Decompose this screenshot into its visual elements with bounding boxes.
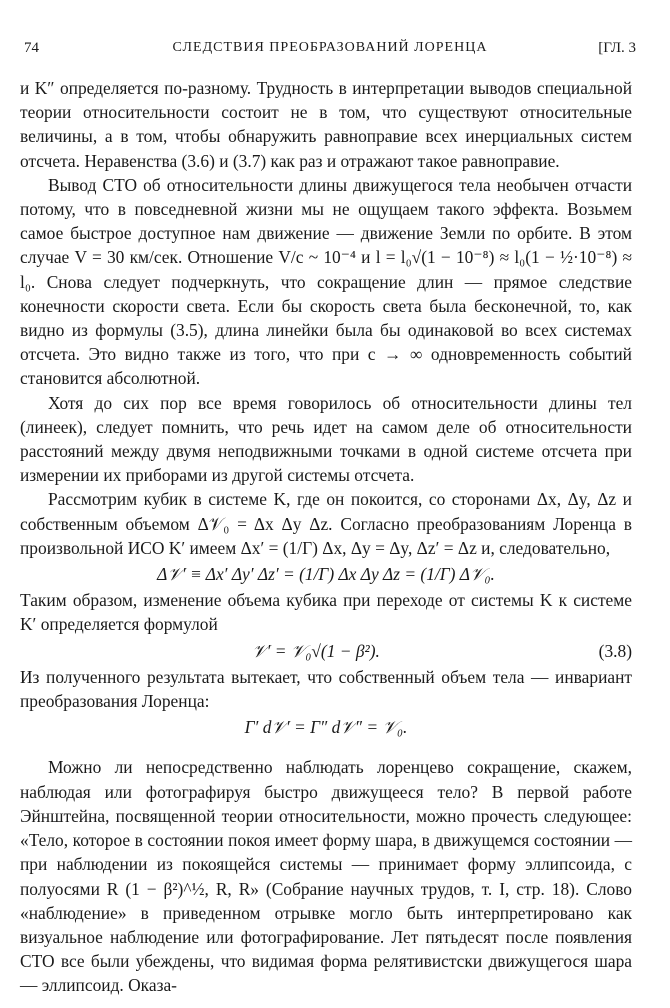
paragraph-1: и K″ определяется по-разному. Трудность в интерпретации выводов специальной теории относительности состоит не в том, что существуют относительные величины, а в том, чтобы обнаружить равноправие всех инерциальных систем отсчета. Неравенства (3.6) и (3.7) как раз и отражают такое равноправие. <box>20 78 632 171</box>
formula-volume-transform: Δ𝒱′ ≡ Δx′ Δy′ Δz′ = (1/Γ) Δx Δy Δz = (1/Γ) Δ𝒱₀. <box>157 564 495 585</box>
paragraph-4: Рассмотрим кубик в системе K, где он покоится, со сторонами Δx, Δy, Δz и собственным объемом Δ𝒱₀ = Δx Δy Δz. Согласно преобразованиям Лоренца в произвольной ИСО K′ имеем Δx′ = (1/Γ) Δx, Δy = Δy, Δz′ = Δz и, следовательно, <box>20 489 632 558</box>
formula-invariant: Γ′ d𝒱′ = Γ″ d𝒱″ = 𝒱₀. <box>244 717 408 738</box>
formula-3-8-number: (3.8) <box>598 640 632 661</box>
paragraph-7: Можно ли непосредственно наблюдать лоренцево сокращение, скажем, наблюдая или фотографируя быстро движущееся тело? В первой работе Эйнштейна, посвященной теории относительности, можно прочесть следующее: «Тело, которое в состоянии покоя имеет форму шара, в движущемся состоянии — при наблюдении из покоящейся системы — принимает форму эллипсоида, с полуосями R (1 − β²)^½, R, R» (Собрание научных трудов, т. I, стр. 18). Слово «наблюдение» в приведенном отрывке могло быть интерпретировано как визуальное наблюдение или фотографирование. Лет пятьдесят после появления СТО все были убеждены, что видимая форма релятивистски движущегося шара — эллипсоид. Оказа- <box>20 757 632 996</box>
formula-3-8 <box>20 639 632 663</box>
running-title: СЛЕДСТВИЯ ПРЕОБРАЗОВАНИЙ ЛОРЕНЦА <box>172 40 488 55</box>
chapter-label: [ГЛ. 3 <box>598 40 636 56</box>
paragraph-3: Хотя до сих пор все время говорилось об относительности длины тел (линеек), следует помнить, что речь идет на самом деле об относительности расстояний между двумя неподвижными точками в одной системе отсчета при измерении их приборами из другой системы отсчета. <box>20 392 632 486</box>
paragraph-2: Вывод СТО об относительности длины движущегося тела необычен отчасти потому, что в повседневной жизни мы не ощущаем такого эффекта. Возьмем самое быстрое доступное нам движение — движение Земли по орбите. В этом случае V = 30 км/сек. Отношение V/c ~ 10⁻⁴ и l = l₀√(1 − 10⁻⁸) ≈ l₀(1 − ½·10⁻⁸) ≈ l₀. Снова следует подчеркнуть, что сокращение длин — прямое следствие конечности скорости света. Если бы скорость света была бесконечной, то, как видно из формулы (3.5), длина линейки была бы одинаковой во всех системах отсчета. Это видно также из того, что при c → ∞ одновременность событий становится абсолютной. <box>20 174 632 389</box>
paragraph-5: Таким образом, изменение объема кубика при переходе от системы K к системе K′ определяется формулой <box>20 590 632 635</box>
formula-3-8-expression: 𝒱′ = 𝒱₀√(1 − β²). <box>252 640 380 661</box>
page-body <box>20 76 632 998</box>
running-header <box>24 40 636 62</box>
paragraph-6: Из полученного результата вытекает, что собственный объем тела — инвариант преобразования Лоренца: <box>20 666 632 712</box>
page-number: 74 <box>24 40 39 56</box>
